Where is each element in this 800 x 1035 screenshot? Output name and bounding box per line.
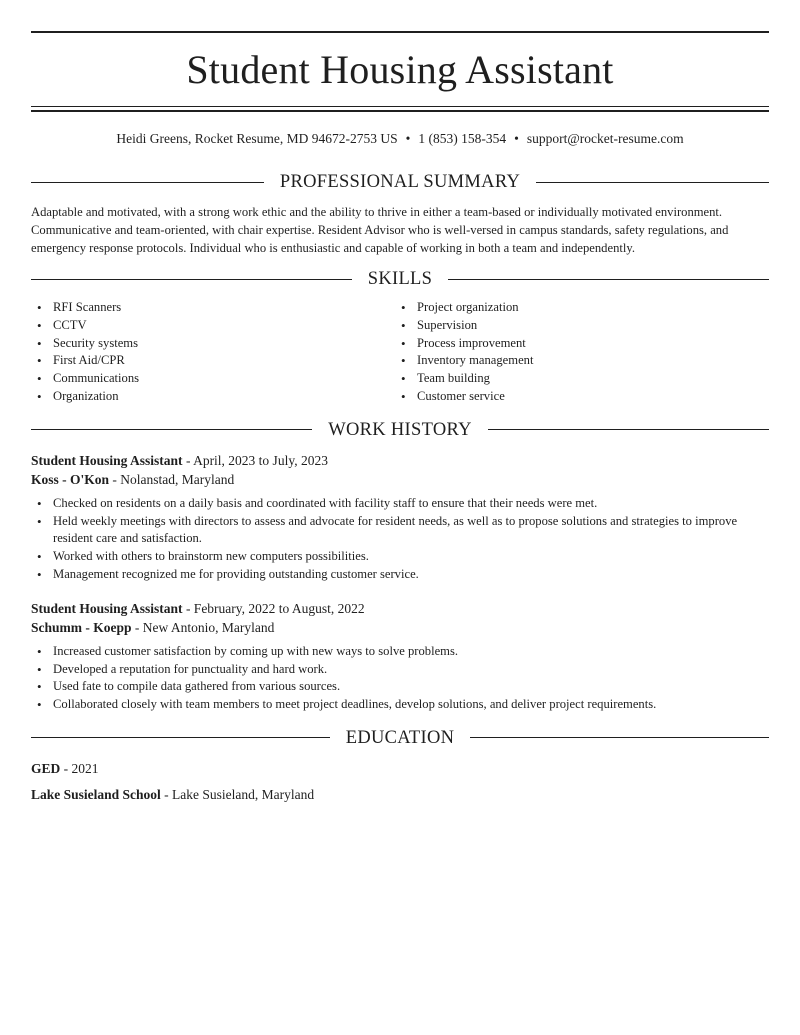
skill-item: • Inventory management [395,352,759,370]
job-bullets [31,643,769,714]
section-heading-summary [31,170,769,194]
divider [31,737,330,738]
title-double-rule [31,106,769,112]
skill-item: • Security systems [31,335,395,353]
job-entry [31,451,769,584]
skill-item: • Team building [395,370,759,388]
job-bullet: • Developed a reputation for punctuality and hard work. [31,661,769,679]
skill-item: • First Aid/CPR [31,352,395,370]
divider [536,182,769,183]
job-location: - New Antonio, Maryland [131,619,275,635]
divider [470,737,769,738]
skill-item: • RFI Scanners [31,299,395,317]
job-company-line [31,470,769,489]
job-dates: - April, 2023 to July, 2023 [182,452,328,468]
education-entry [31,759,769,805]
education-location: - Lake Susieland, Maryland [160,786,315,802]
job-bullet: • Worked with others to brainstorm new computers possibilities. [31,548,769,566]
job-company: Schumm - Koepp [31,619,132,635]
skill-item: • CCTV [31,317,395,335]
education-degree: GED [31,760,61,776]
job-company: Koss - O'Kon [31,471,110,487]
education-degree-line [31,759,769,779]
divider [31,429,312,430]
contact-separator: • [514,131,519,146]
education-year: - 2021 [60,760,99,776]
section-title: PROFESSIONAL SUMMARY [279,172,521,192]
resume-title: Student Housing Assistant [186,47,614,92]
contact-line [31,130,769,148]
skill-item: • Organization [31,388,395,406]
section-heading-skills [31,267,769,291]
job-bullet: • Increased customer satisfaction by coming up with new ways to solve problems. [31,643,769,661]
job-entry [31,599,769,714]
education-school: Lake Susieland School [31,786,161,802]
skills-column-left [31,299,395,406]
contact-email: support@rocket-resume.com [526,131,684,146]
job-bullet: • Checked on residents on a daily basis and coordinated with facility staff to ensure that their needs were met. [31,495,769,513]
section-heading-education [31,726,769,750]
divider [448,279,769,280]
job-title-line [31,599,769,618]
job-bullet: • Used fate to compile data gathered from various sources. [31,678,769,696]
job-bullet: • Collaborated closely with team members to meet project deadlines, develop solutions, and deliver project requirements. [31,696,769,714]
section-title: WORK HISTORY [328,419,472,440]
job-title: Student Housing Assistant [31,452,183,468]
skill-item: • Project organization [395,299,759,317]
contact-phone: 1 (853) 158-354 [418,131,507,146]
contact-address: Heidi Greens, Rocket Resume, MD 94672-2753 US [116,131,398,146]
job-dates: - February, 2022 to August, 2022 [182,600,365,616]
divider [31,182,264,183]
section-heading-work [31,418,769,442]
education-school-line [31,785,769,805]
job-bullet: • Management recognized me for providing outstanding customer service. [31,566,769,584]
skill-item: • Communications [31,370,395,388]
job-company-line [31,618,769,637]
job-title-line [31,451,769,470]
job-location: - Nolanstad, Maryland [109,471,235,487]
section-title: SKILLS [367,269,433,289]
divider [31,279,352,280]
skill-item: • Customer service [395,388,759,406]
job-bullets [31,495,769,584]
top-rule [31,31,769,33]
resume-page [31,31,769,811]
skills-list [31,299,769,406]
skill-item: • Supervision [395,317,759,335]
contact-separator: • [405,131,411,146]
section-title: EDUCATION [345,727,455,748]
skill-item: • Process improvement [395,335,759,353]
divider [488,429,769,430]
job-title: Student Housing Assistant [31,600,183,616]
skills-column-right [395,299,759,406]
job-bullet: • Held weekly meetings with directors to assess and advocate for resident needs, as well as to propose solutions and strategies to improve resident care and satisfaction. [31,513,769,549]
summary-text: Adaptable and motivated, with a strong work ethic and the ability to thrive in either a team-based or individually motivated environment. Communicative and team-oriented, with chair expertise. Resident Advisor who is well-versed in campus standards, safety regulations, and emergency response protocols. Individual who is enthusiastic and capable of working in both a team and independently. [31,205,729,255]
